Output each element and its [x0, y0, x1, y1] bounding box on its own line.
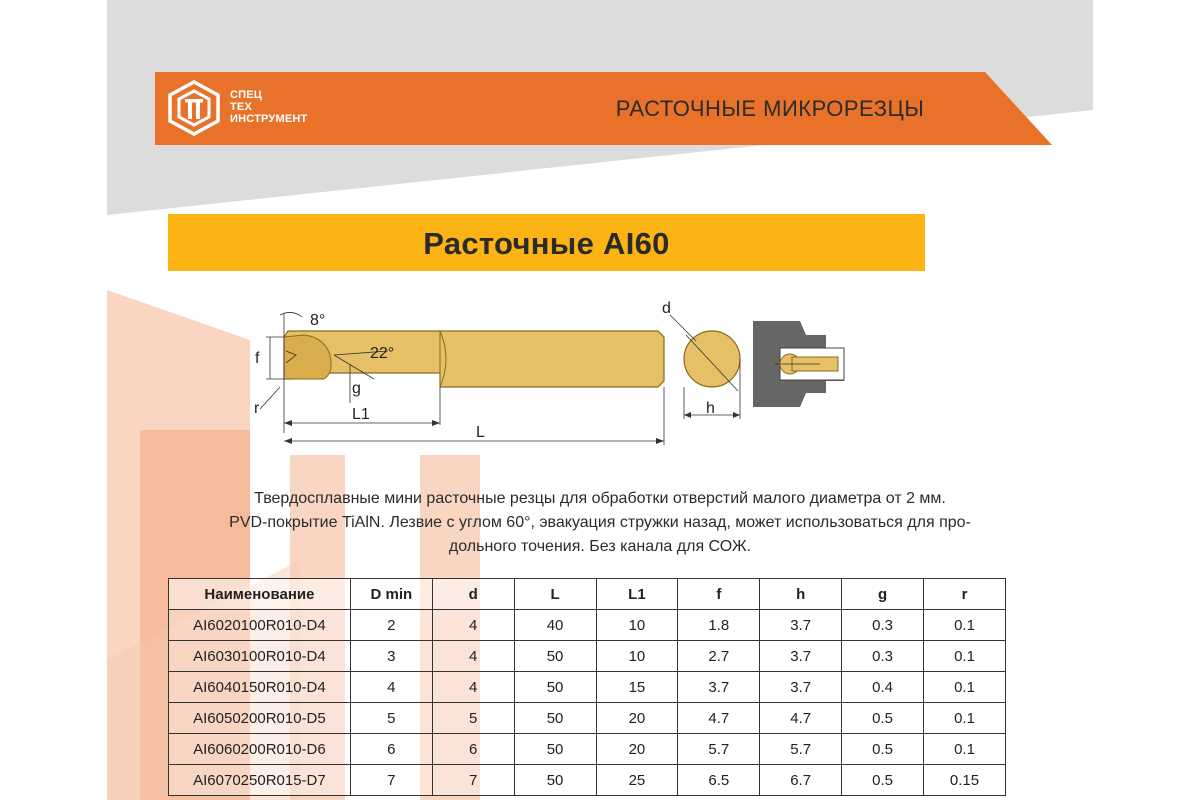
- table-cell: 20: [596, 703, 678, 734]
- label-L: L: [476, 424, 485, 441]
- table-cell: 0.4: [842, 672, 924, 703]
- product-description: [150, 487, 1050, 559]
- table-cell: 4: [432, 610, 514, 641]
- table-cell: 2.7: [678, 641, 760, 672]
- table-cell: 50: [514, 672, 596, 703]
- table-cell: 20: [596, 734, 678, 765]
- company-logo: [164, 78, 224, 138]
- table-cell: 0.1: [924, 641, 1006, 672]
- tool-cross-section: [684, 331, 740, 387]
- header-d: d: [432, 579, 514, 610]
- table-cell: 3.7: [760, 672, 842, 703]
- table-cell: AI6020100R010-D4: [169, 610, 351, 641]
- description-line-2: PVD-покрытие TiAlN. Лезвие с углом 60°, эвакуация стружки назад, может использоваться для про-: [229, 514, 971, 531]
- header-g: g: [842, 579, 924, 610]
- table-cell: 7: [432, 765, 514, 796]
- table-cell: 0.1: [924, 672, 1006, 703]
- label-h: h: [706, 400, 715, 417]
- header-L: L: [514, 579, 596, 610]
- section-title: Расточные AI60: [423, 226, 670, 261]
- description-line-1: Твердосплавные мини расточные резцы для обработки отверстий малого диаметра от 2 мм.: [254, 490, 946, 507]
- table-cell: 6: [350, 734, 432, 765]
- table-cell: 4: [432, 641, 514, 672]
- table-cell: AI6040150R010-D4: [169, 672, 351, 703]
- table-cell: AI6070250R015-D7: [169, 765, 351, 796]
- table-cell: 5.7: [678, 734, 760, 765]
- table-row: [169, 765, 1006, 796]
- table-cell: 5: [350, 703, 432, 734]
- table-cell: 3: [350, 641, 432, 672]
- header-r: r: [924, 579, 1006, 610]
- table-cell: 0.1: [924, 610, 1006, 641]
- table-cell: 10: [596, 641, 678, 672]
- table-cell: 6: [432, 734, 514, 765]
- table-cell: 3.7: [678, 672, 760, 703]
- description-line-3: дольного точения. Без канала для СОЖ.: [448, 538, 752, 555]
- label-L1: L1: [352, 406, 370, 423]
- table-cell: 4: [432, 672, 514, 703]
- table-cell: 40: [514, 610, 596, 641]
- header-h: h: [760, 579, 842, 610]
- label-g: g: [352, 380, 361, 397]
- table-cell: 0.3: [842, 610, 924, 641]
- table-cell: 6.5: [678, 765, 760, 796]
- label-22deg: 22°: [370, 345, 395, 362]
- table-cell: 2: [350, 610, 432, 641]
- table-cell: 3.7: [760, 641, 842, 672]
- header-dmin: D min: [350, 579, 432, 610]
- table-header-row: [169, 579, 1006, 610]
- header-title: РАСТОЧНЫЕ МИКРОРЕЗЦЫ: [615, 96, 925, 121]
- table-cell: AI6060200R010-D6: [169, 734, 351, 765]
- table-cell: 50: [514, 734, 596, 765]
- table-row: [169, 703, 1006, 734]
- table-cell: 25: [596, 765, 678, 796]
- table-row: [169, 641, 1006, 672]
- label-d: d: [662, 300, 671, 317]
- header-f: f: [678, 579, 760, 610]
- spec-table: [168, 578, 1006, 796]
- table-row: [169, 672, 1006, 703]
- logo-text: [230, 89, 307, 125]
- label-f: f: [255, 350, 260, 367]
- table-cell: 0.3: [842, 641, 924, 672]
- spec-table-body: [169, 610, 1006, 796]
- header-name: Наименование: [169, 579, 351, 610]
- table-cell: 0.5: [842, 734, 924, 765]
- table-cell: 4.7: [760, 703, 842, 734]
- table-cell: AI6030100R010-D4: [169, 641, 351, 672]
- logo-line-3: ИНСТРУМЕНТ: [230, 113, 308, 125]
- table-cell: 4.7: [678, 703, 760, 734]
- tool-drawing: [240, 293, 860, 463]
- table-cell: 6.7: [760, 765, 842, 796]
- table-cell: 0.5: [842, 703, 924, 734]
- table-cell: 0.1: [924, 734, 1006, 765]
- table-cell: AI6050200R010-D5: [169, 703, 351, 734]
- logo-line-1: СПЕЦ: [230, 89, 263, 101]
- table-cell: 4: [350, 672, 432, 703]
- table-cell: 10: [596, 610, 678, 641]
- table-cell: 1.8: [678, 610, 760, 641]
- table-row: [169, 610, 1006, 641]
- label-r: r: [254, 400, 260, 417]
- table-cell: 0.1: [924, 703, 1006, 734]
- table-cell: 50: [514, 703, 596, 734]
- table-cell: 5.7: [760, 734, 842, 765]
- table-row: [169, 734, 1006, 765]
- logo-line-2: ТЕХ: [230, 101, 252, 113]
- table-cell: 50: [514, 765, 596, 796]
- label-8deg: 8°: [310, 312, 326, 329]
- table-cell: 15: [596, 672, 678, 703]
- header-L1: L1: [596, 579, 678, 610]
- table-cell: 0.5: [842, 765, 924, 796]
- table-cell: 3.7: [760, 610, 842, 641]
- table-cell: 5: [432, 703, 514, 734]
- table-cell: 7: [350, 765, 432, 796]
- table-cell: 0.15: [924, 765, 1006, 796]
- table-cell: 50: [514, 641, 596, 672]
